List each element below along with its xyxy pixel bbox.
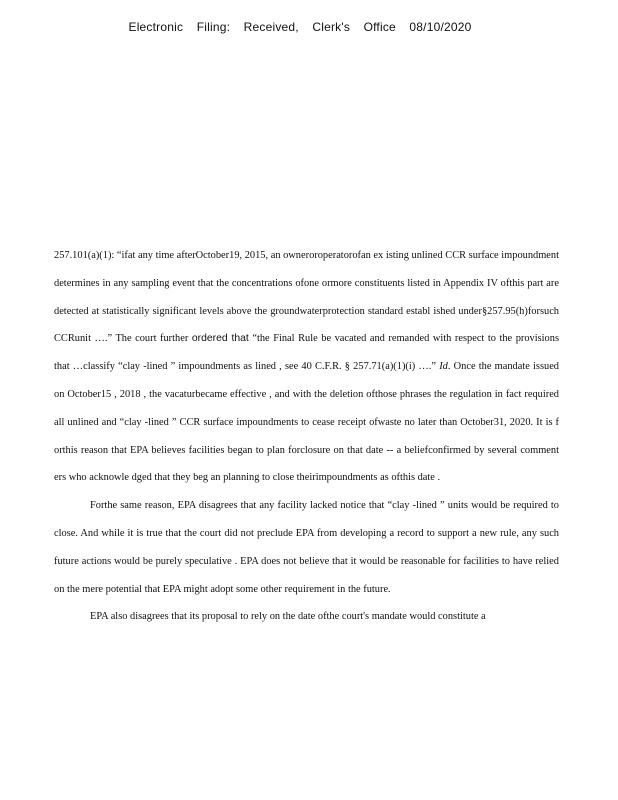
paragraph-2: Forthe same reason, EPA disagrees that any facility lacked notice that “clay -lined ” units would be required to close. And while it is true that the court did not preclude EPA from developing a record to support a new rule, any such future actions would be purely speculative . EPA does not believe that it would be reasonable for facilities to have relied on the mere potential that EPA might adopt some other requirement in the future. (54, 500, 559, 595)
document-body (54, 242, 559, 631)
paragraph-1-text-c: . Once the mandate issued on October15 , 2018 , the vacaturbecame effective , and with the deletion ofthose phrases the regulation in fact required all unlined and “clay -lined ” CCR surface impoundments to cease receipt ofwaste no later than October31, 2020. It is f orthis reason that EPA believes facilities began to plan forclosure on that date -- a beliefconfirmed by several comment ers who acknowle dged that they beg an planning to close theirimpoundments as ofthis date . (54, 361, 560, 484)
filing-header: Electronic Filing: Received, Clerk's Office 08/10/2020 (128, 20, 472, 34)
ordered-that-text: ordered that (191, 333, 249, 345)
paragraph-1-text-a: 257.101(a)(1): “ifat any time afterOctober19, 2015, an owneroroperatorofan ex isting unlined CCR surface impoundment determines in any sampling event that the concentrations ofone ormore constituents listed in Appendix IV ofthis part are detected at statistically significant levels above the groundwaterprotection standard establ ished under§257.95(h)forsuch CCRunit ….” The court further (54, 250, 559, 345)
id-citation: Id (439, 361, 448, 373)
paragraph-1 (54, 242, 559, 492)
paragraph-3: EPA also disagrees that its proposal to rely on the date ofthe court's mandate would constitute a (90, 611, 486, 623)
paragraph-1-text-b: “the Final Rule be vacated and remanded with respect to the provisions that …classify “clay -lined ” impoundments as lined , see 40 C.F.R. § 257.71(a)(1)(i) ….” (54, 333, 559, 373)
